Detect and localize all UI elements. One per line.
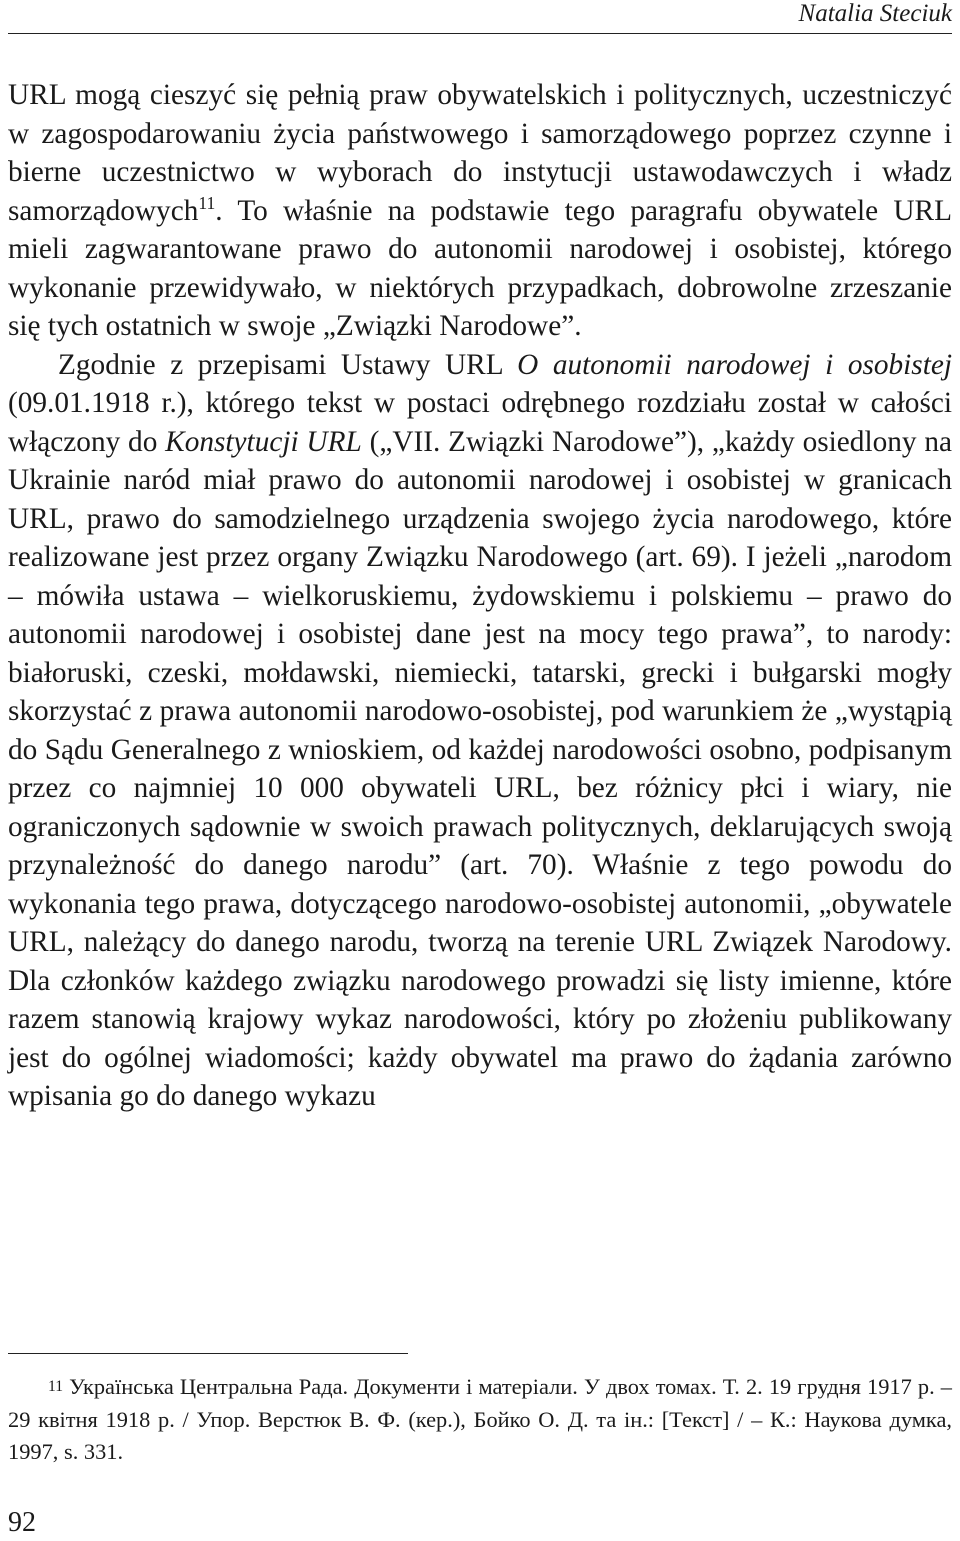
paragraph-1-text-a: URL mogą cieszyć się pełnią praw obywatelskich i politycznych, uczestniczyć w zagospodarowaniu życia państwowego i samorządowego poprzez czynne i bierne uczestnictwo w wyborach do instytucji ustawodawczych i władz samorządowych [8, 79, 952, 227]
paragraph-2-text-a: Zgodnie z przepisami Ustawy URL [58, 348, 518, 381]
running-header-author: Natalia Steciuk [798, 0, 952, 27]
footnote [8, 1371, 952, 1469]
footnote-paragraph [8, 1371, 952, 1469]
paragraph-1 [8, 76, 952, 346]
paragraph-2-text-b: (09.01.1918 r.), którego tekst w postaci odrębnego rozdziału został w całości włączony do [8, 387, 952, 458]
footnote-rule [8, 1353, 408, 1354]
paragraph-2 [8, 346, 952, 1116]
footnote-reference: 11 [198, 192, 216, 213]
page-number: 92 [8, 1507, 36, 1538]
constitution-title: Konstytucji URL [165, 425, 362, 458]
header-rule [8, 33, 952, 34]
running-header [0, 0, 960, 34]
body-text [8, 76, 952, 1116]
footnote-number: 11 [48, 1378, 64, 1395]
footnote-text: Українська Центральна Рада. Документи і матеріали. У двох томах. Т. 2. 19 грудня 1917 р. – 29 квітня 1918 р. / Упор. Верстюк В. Ф. (кер.), Бойко О. Д. та ін.: [Текст] / – К.: Наукова думка, 1997, s. 331. [8, 1374, 952, 1464]
paragraph-2-text-c: („VII. Związki Narodowe”), „każdy osiedlony na Ukrainie naród miał prawo do autonomii narodowej i osobistej w granicach URL, prawo do samodzielnego urządzenia swojego życia narodowego, które realizowane jest przez organy Związku Narodowego (art. 69). I jeżeli „narodom – mówiła ustawa – wielkoruskiemu, żydowskiemu i polskiemu – prawo do autonomii narodowej i osobistej dane jest na mocy tego prawa”, to narody: białoruski, czeski, mołdawski, niemiecki, tatarski, grecki i bułgarski mogły skorzystać z prawa autonomii narodowo-osobistej, pod warunkiem że „wystąpią do Sądu Generalnego z wnioskiem, od każdej narodowości osobno, podpisanym przez co najmniej 10 000 obywateli URL, bez różnicy płci i wiary, nie ograniczonych sądownie w swoich prawach politycznych, deklarujących swoją przynależność do danego narodu” (art. 70). Właśnie z tego powodu do wykonania tego prawa, dotyczącego narodowo-osobistej autonomii, „obywatele URL, należący do danego narodu, tworzą na terenie URL Związek Narodowy. Dla członków każdego związku narodowego prowadzi się listy imienne, które razem stanowią krajowy wykaz narodowości, który po złożeniu publikowany jest do ogólnej wiadomości; każdy obywatel ma prawo do żądania zarówno wpisania go do danego wykazu [8, 425, 953, 1112]
act-title: O autonomii narodowej i osobistej [517, 348, 952, 381]
paragraph-1-text-b: . To właśnie na podstawie tego paragrafu obywatele URL mieli zagwarantowane prawo do autonomii narodowej i osobistej, którego wykonanie przewidywało, w niektórych przypadkach, dobrowolne zrzeszanie się tych ostatnich w swoje „Związki Narodowe”. [8, 194, 952, 342]
